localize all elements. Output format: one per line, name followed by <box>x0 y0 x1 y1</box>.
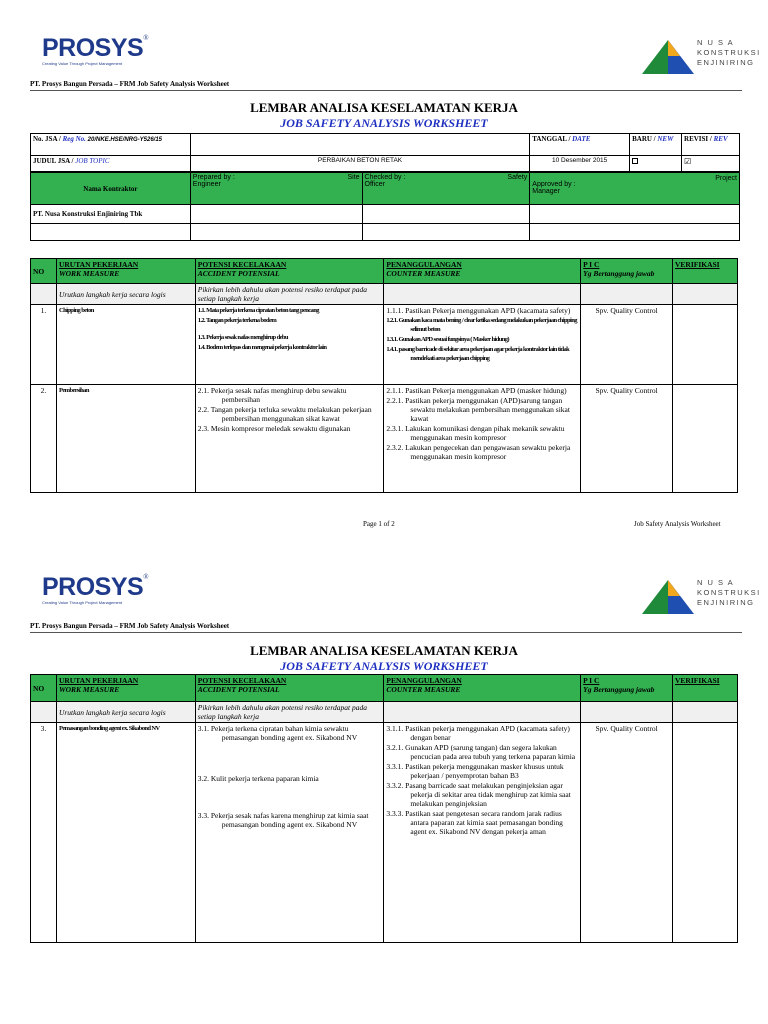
page-2 <box>0 563 768 1024</box>
date-value: 10 Desember 2015 <box>530 156 630 172</box>
baru-checkbox[interactable] <box>630 156 682 172</box>
page-title: LEMBAR ANALISA KESELAMATAN KERJA <box>250 100 518 115</box>
table-row: 1. Chipping beton 1.1. Mata pekerja terkena cipratan beton tang pencang 1.2. Tangan pekerja terkena bodem 1.3. Pekerja sesak nafas menghirup debu 1.4. Bodem terlepas dan mengenai pekerja kontraktor lain 1.1.1. Pastikan Pekerja menggunakan APD (kacamata safety) 1.2.1. Gunakan kaca mata bening / clear ketika sedang melakukan pekerjaan chipping selimut beton 1.3.1. Gunakan APD sesuai fungsinya ( Masker hidung) 1.4.1. pasang barricade di sekitar area pekerjaan agar pekerja kontraktor lain tidak mendekati area pekerjaan chipping Spv. Quality Control <box>31 305 738 385</box>
baru-label: BARU / NEW <box>630 134 682 156</box>
doc-footer: Job Safety Analysis Worksheet <box>634 520 721 528</box>
triangle-logo-icon <box>640 38 696 76</box>
form-header: PT. Prosys Bangun Persada – FRM Job Safety Analysis Worksheet <box>30 622 742 633</box>
table-row: 3. Pemasangan bonding agent ex. Sikabond NV 3.1. Pekerja terkena cipratan bahan kimia sewaktu pemasangan bonding agent ex. Sikabond NV 3.2. Kulit pekerja terkena paparan kimia 3.3. Pekerja sesak nafas karena menghirup zat kimia saat pemasangan bonding agent ex. Sikabond NV 3.1.1. Pastikan pekerja menggunakan APD (kacamata safety) dengan benar 3.2.1. Gunakan APD (sarung tangan) dan segera lakukan pencucian pada area tubuh yang terkena paparan kimia 3.3.1. Pastikan pekerja menggunakan masker khusus untuk pekerjaan / penyemprotan bahan B3 3.3.2. Pasang barricade saat melakukan penginjeksian agar pekerja di sekitar area tidak menghirup zat kimia saat melakukan penginjeksian 3.3.3. Pastikan saat pengetesan secara random jarak radius antara paparan zat kimia saat pemasangan bonding agent ex. Sikabond NV dengan pekerja aman Spv. Quality Control <box>31 723 738 943</box>
nama-kontraktor-label: Nama Kontraktor <box>31 173 191 205</box>
revisi-label: REVISI / REV <box>682 134 740 156</box>
page-title: LEMBAR ANALISA KESELAMATAN KERJA <box>250 643 518 658</box>
form-header: PT. Prosys Bangun Persada – FRM Job Safety Analysis Worksheet <box>30 80 742 91</box>
signoff-table <box>30 172 740 241</box>
nusa-konstruksi-logo: N U S A KONSTRUKSI ENJINIRING <box>640 578 750 618</box>
jsa-table-page2: NO URUTAN PEKERJAAN WORK MEASURE POTENSI KECELAKAAN ACCIDENT POTENSIAL PENANGGULANGAN COUNTER MEASURE P I C Yg Bertanggung jawab VERIFIKASI Urutkan langkah kerja secara logis Pikirkan lebih dahulu akan potensi resiko terdapat pada setiap langkah kerja 3. Pemasangan bonding agent ex. Sikabond NV 3.1. Pekerja terkena cipratan bahan kimia sewaktu pemasangan bonding agent ex. Sikabond NV 3.2. Kulit pekerja terkena paparan kimia 3.3. Pekerja sesak nafas karena menghirup zat kimia saat pemasangan bonding agent ex. Sikabond NV 3.1.1. Pastikan pekerja menggunakan APD (kacamata safety) dengan benar 3.2.1. Gunakan APD (sarung tangan) dan segera lakukan pencucian pada area tubuh yang terkena paparan kimia 3.3.1. Pastikan pekerja menggunakan masker khusus untuk pekerjaan / penyemprotan bahan B3 3.3.2. Pasang barricade saat melakukan penginjeksian agar pekerja di sekitar area tidak menghirup zat kimia saat melakukan penginjeksian 3.3.3. Pastikan saat pengetesan secara random jarak radius antara paparan zat kimia saat pemasangan bonding agent ex. Sikabond NV dengan pekerja aman Spv. Quality Control <box>30 674 738 943</box>
prepared-by-cell: Prepared by : Site Engineer <box>190 173 362 205</box>
jsa-table-page1: NO URUTAN PEKERJAAN WORK MEASURE POTENSI KECELAKAAN ACCIDENT POTENSIAL PENANGGULANGAN COUNTER MEASURE P I C Yg Bertanggung jawab VERIFIKASI Urutkan langkah kerja secara logis Pikirkan lebih dahulu akan potensi resiko terdapat pada setiap langkah kerja 1. Chipping beton 1.1. Mata pekerja terkena cipratan beton tang pencang 1.2. Tangan pekerja terkena bodem 1.3. Pekerja sesak nafas menghirup debu 1.4. Bodem terlepas dan mengenai pekerja kontraktor lain 1.1.1. Pastikan Pekerja menggunakan APD (kacamata safety) 1.2.1. Gunakan kaca mata bening / clear ketika sedang melakukan pekerjaan chipping selimut beton 1.3.1. Gunakan APD sesuai fungsinya ( Masker hidung) 1.4.1. pasang barricade di sekitar area pekerjaan agar pekerja kontraktor lain tidak mendekati area pekerjaan chipping Spv. Quality Control 2. Pembersihan 2.1. Pekerja sesak nafas menghirup debu sewaktu pembersihan 2.2. Tangan pekerja terluka sewaktu melakukan pekerjaan pembersihan menggunakan sikat kawat 2.3. Mesin kompresor meledak sewaktu digunakan 2.1.1. Pastikan Pekerja menggunakan APD (masker hidung) 2.2.1. Pastikan pekerja menggunakan (APD)sarung tangan sewaktu melakukan pembersihan menggunakan sikat kawat 2.3.1. Lakukan komunikasi dengan pihak mekanik sewaktu menggunakan mesin kompresor 2.3.2. Lakukan pengecekan dan pengawasan sewaktu pekerja menggunakan mesin kompresor Spv. Quality Control <box>30 258 738 493</box>
job-topic-value: PERBAIKAN BETON RETAK <box>190 156 529 172</box>
page-subtitle: JOB SAFETY ANALYSIS WORKSHEET <box>280 659 488 673</box>
prosys-logo: PROSYS® Creating Value Through Project Management <box>42 573 149 605</box>
info-table <box>30 133 740 172</box>
prosys-logo: PROSYS® Creating Value Through Project Management <box>42 34 149 66</box>
nusa-konstruksi-logo: N U S A KONSTRUKSI ENJINIRING <box>640 38 750 78</box>
checked-by-cell: Checked by : Safety Officer <box>362 173 530 205</box>
page-subtitle: JOB SAFETY ANALYSIS WORKSHEET <box>280 116 488 130</box>
reg-no-cell: No. JSA / Reg No. 20/NKE.HSE/NRG-Y526/15 <box>31 134 191 156</box>
contractor-name: PT. Nusa Konstruksi Enjiniring Tbk <box>31 205 191 224</box>
tanggal-label: TANGGAL / DATE <box>530 134 630 156</box>
table-row: 2. Pembersihan 2.1. Pekerja sesak nafas menghirup debu sewaktu pembersihan 2.2. Tangan pekerja terluka sewaktu melakukan pekerjaan pembersihan menggunakan sikat kawat 2.3. Mesin kompresor meledak sewaktu digunakan 2.1.1. Pastikan Pekerja menggunakan APD (masker hidung) 2.2.1. Pastikan pekerja menggunakan (APD)sarung tangan sewaktu melakukan pembersihan menggunakan sikat kawat 2.3.1. Lakukan komunikasi dengan pihak mekanik sewaktu menggunakan mesin kompresor 2.3.2. Lakukan pengecekan dan pengawasan sewaktu pekerja menggunakan mesin kompresor Spv. Quality Control <box>31 385 738 493</box>
revisi-checkbox[interactable]: ☑ <box>682 156 740 172</box>
approved-by-cell: Approved by : Project Manager <box>530 173 740 205</box>
judul-cell: JUDUL JSA / JOB TOPIC <box>31 156 191 172</box>
triangle-logo-icon <box>640 578 696 616</box>
page-number: Page 1 of 2 <box>363 520 395 528</box>
